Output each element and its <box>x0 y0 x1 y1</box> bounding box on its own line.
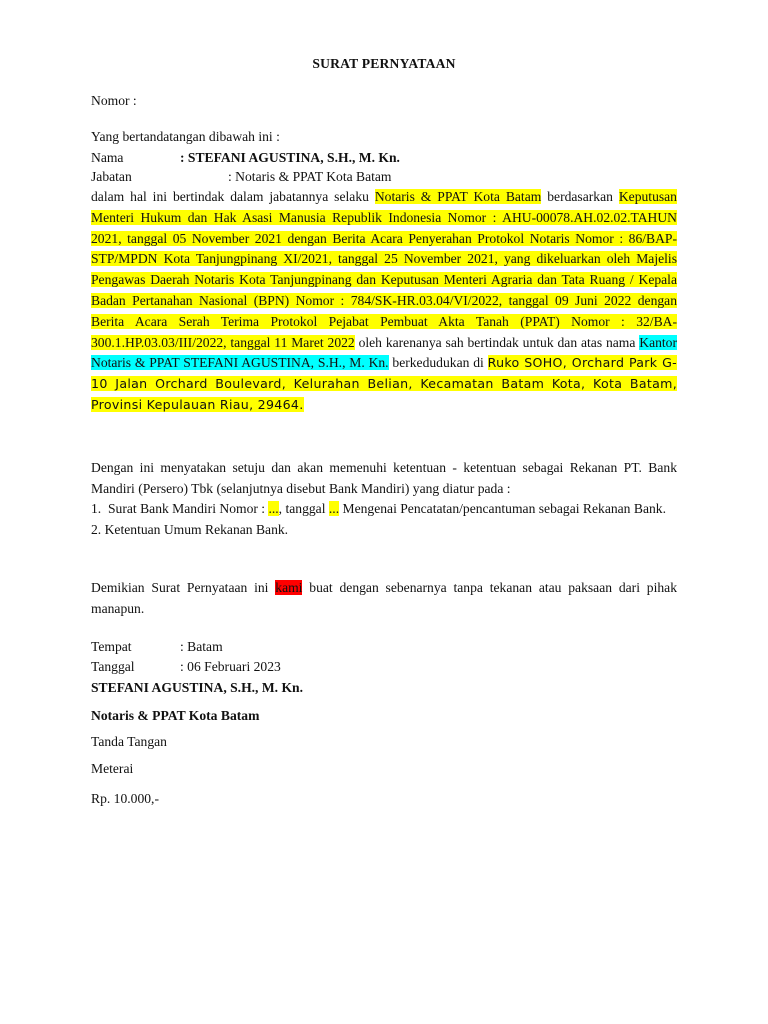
list-item-number: 1. <box>91 501 102 516</box>
para1-text-1: dalam hal ini bertindak dalam jabatannya selaku <box>91 189 375 204</box>
signature-placeholder: Tanda Tangan <box>91 734 167 749</box>
item1-placeholder-tanggal: ... <box>328 501 340 516</box>
nomor-line: Nomor : <box>91 93 137 108</box>
tempat-label: Tempat <box>91 639 132 654</box>
closing-paragraph <box>91 578 677 619</box>
item1-text-3: Mengenai Pencatatan/pencantuman sebagai Rekanan Bank. <box>339 501 666 516</box>
jabatan-value: : Notaris & PPAT Kota Batam <box>228 169 392 184</box>
para1-highlight-office: Kantor Notaris & PPAT STEFANI AGUSTINA, S.H., M. Kn. <box>91 334 677 371</box>
para3-highlight-kami: kami <box>275 580 303 595</box>
para1-highlight-position: Notaris & PPAT Kota Batam <box>374 189 542 204</box>
para1-highlight-decrees: Keputusan Menteri Hukum dan Hak Asasi Manusia Republik Indonesia Nomor : AHU-00078.AH.02.02.TAHUN 2021, tanggal 05 November 2021 dengan Berita Acara Penyerahan Protokol Notaris Nomor : 86/BAP-STP/MPDN Kota Tanjungpinang XI/2021, tanggal 25 November 2021, yang dikeluarkan oleh Majelis Pengawas Daerah Notaris Kota Tanjungpinang dan Keputusan Menteri Agraria dan Tata Ruang / Kepala Badan Pertanahan Nasional (BPN) Nomor : 784/SK-HR.03.04/VI/2022, tanggal 09 Juni 2022 dengan Berita Acara Serah Terima Protokol Pejabat Pembuat Akta Tanah (PPAT) Nomor : 32/BA-300.1.HP.03.03/III/2022, tanggal 11 Maret 2022 <box>91 189 677 350</box>
stamp-placeholder: Meterai <box>91 761 134 776</box>
list-item <box>91 499 677 520</box>
jabatan-row <box>91 167 677 188</box>
document-title: SURAT PERNYATAAN <box>312 56 456 71</box>
tanggal-label: Tanggal <box>91 659 135 674</box>
nama-value: : STEFANI AGUSTINA, S.H., M. Kn. <box>180 150 400 165</box>
item1-text-2: , tanggal <box>278 501 329 516</box>
authority-paragraph <box>91 187 677 416</box>
stamp-value: Rp. 10.000,- <box>91 791 159 806</box>
list-item-number: 2. <box>91 521 102 537</box>
para1-text-4: berkedudukan di <box>388 355 488 371</box>
signer-title: Notaris & PPAT Kota Batam <box>91 708 260 723</box>
intro-line: Yang bertandatangan dibawah ini : <box>91 129 280 144</box>
tanggal-value: : 06 Februari 2023 <box>180 659 281 674</box>
para3-text-2: buat dengan sebenarnya tanpa tekanan atau paksaan dari pihak manapun. <box>91 580 677 616</box>
para1-highlight-address: Ruko SOHO, Orchard Park G-10 Jalan Orchard Boulevard, Kelurahan Belian, Kecamatan Batam Kota, Kota Batam, Provinsi Kepulauan Riau, 29464. <box>91 355 677 412</box>
nama-row <box>91 148 677 169</box>
para1-text-3: oleh karenanya sah bertindak untuk dan atas nama <box>354 334 640 350</box>
item2-text: Ketentuan Umum Rekanan Bank. <box>104 521 289 537</box>
jabatan-label: Jabatan <box>91 169 132 184</box>
agreement-paragraph: Dengan ini menyatakan setuju dan akan memenuhi ketentuan - ketentuan sebagai Rekanan PT. Bank Mandiri (Persero) Tbk (selanjutnya disebut Bank Mandiri) yang diatur pada : <box>91 460 677 496</box>
provisions-list <box>91 499 677 540</box>
item1-text-1: Surat Bank Mandiri Nomor : <box>108 501 269 516</box>
signer-name: STEFANI AGUSTINA, S.H., M. Kn. <box>91 680 304 695</box>
list-item <box>91 520 677 541</box>
item1-placeholder-nomor: ... <box>268 501 279 516</box>
para1-text-2: berdasarkan <box>541 189 619 204</box>
tempat-row <box>91 637 677 658</box>
tempat-value: : Batam <box>180 639 223 654</box>
para3-text-1: Demikian Surat Pernyataan ini <box>91 580 276 595</box>
nama-label: Nama <box>91 150 124 165</box>
tanggal-row <box>91 657 677 678</box>
